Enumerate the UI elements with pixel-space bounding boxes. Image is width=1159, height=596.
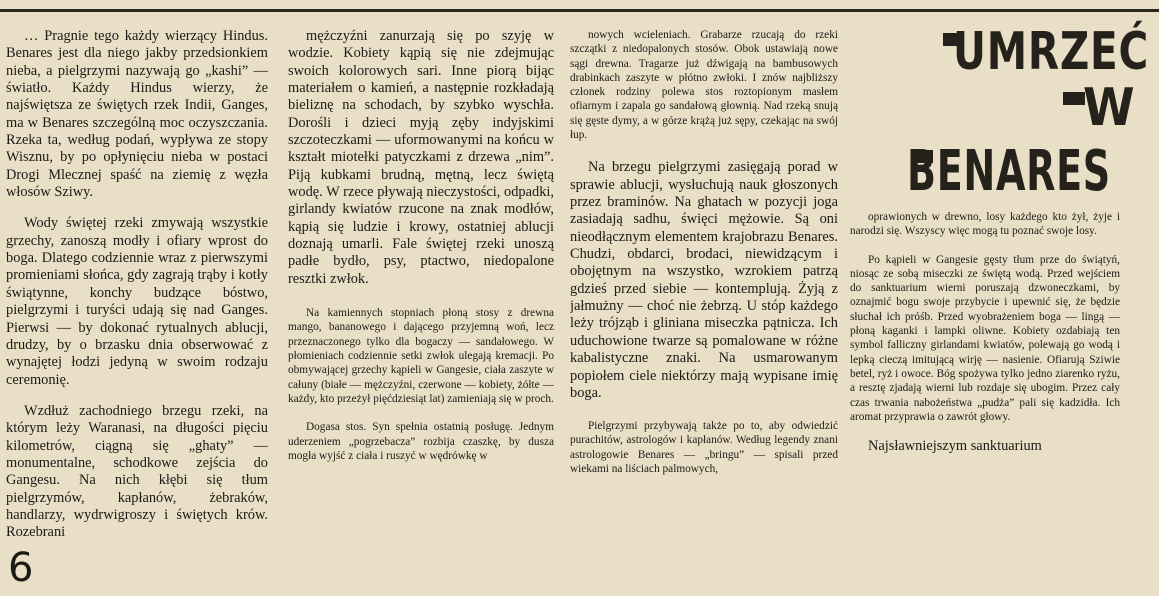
article-column-2 — [288, 28, 554, 553]
top-rule — [0, 9, 1159, 12]
paragraph: Na brzegu pielgrzymi zasięgają porad w sprawie ablucji, wysłuchują nauk głoszonych przez braminów. Na ghatach w pozycji joga zasiadają sadhu, święci mężowie. Są oni nieodłącznym elementem krajobrazu Benares. Chudzi, obdarci, brodaci, niewidzącym i obojętnym na wszystko, wzrokiem patrzą gdzieś przed siebie — kontemplują. Żyją z jałmużny — choć nie żebrzą. U stóp każdego leży trójząb i gliniana miseczka pątnicza. Ich uduchowione twarze są pomalowane w różne kabalistyczne znaki. Na usmarowanym popiołem ciele niektórzy mają wypisane imię boga. — [570, 159, 838, 401]
headline-line-2: W — [1083, 78, 1136, 138]
article-column-4 — [850, 210, 1120, 540]
paragraph: Pielgrzymi przybywają także po to, aby odwiedzić purachitów, astrologów i kapłanów. Według legendy znani astrologowie Benares — „bringu” — spisali przed wiekami na liściach palmowych, — [570, 420, 838, 476]
paragraph: mężczyźni zanurzają się po szyję w wodzie. Kobiety kąpią się nie zdejmując swoich kolorowych sari. Inne piorą bijąc materiałem o kamień, a następnie rozkładają bieliznę na schodach, by szybko wyschła. Dorośli i dzieci myją zęby indyjskimi szczoteczkami — uformowanymi na końcu w kształt miotełki patyczkami z drzewa „nim”. Piją kubkami brudną, mętną, lecz świętą wodę. W rzece pływają nieczystości, odpadki, girlandy kwiatów rzucone na znak modłów, kąpią się ludzie i krowy, ostatniej ablucji doznają umarli. Fale świętej rzeki unoszą padłe bydło, psy, ptactwo, niedopalone resztki zwłok. — [288, 28, 554, 287]
paragraph: … Pragnie tego każdy wierzący Hindus. Benares jest dla niego jakby przedsionkiem nieba, a pielgrzymi nazywają go „kashi” — światło. Każdy Hindus wierzy, że najświętsza ze świętych rzek Indii, Ganges, ma w Benares szczególną moc oczyszczania. Rzeka ta, według podań, wypływa ze stopy Wisznu, by po opłynięciu nieba w postaci Drogi Mlecznej spaść na ziemię z węzła włosów Sziwy. — [6, 28, 268, 201]
paragraph: Po kąpieli w Gangesie gęsty tłum prze do świątyń, niosąc ze sobą miseczki ze świętą wodą. Przed wejściem do sanktuarium wierni poruszają dzwoneczkami, by oznajmić bogu swoje przybycie i upewnić się, że będzie słuchał ich próśb. Przed wyobrażeniem boga — lingą — płoną kaganki i lampki oliwne. Kobiety ozdabiają ten symbol falliczny girlandami kwiatów, polewają go wodą i lepką cieczą imitującą wirję — nasienie. Ofiarują Sziwie betel, ryż i owoce. Bóg spożywa tylko jedno ziarenko ryżu, a resztę zjadają wierni lub rozdaje się ubogim. Przez cały czas trwania nabożeństwa „pudża” pali się kadzidła. Ich aromat przyprawia o zawrót głowy. — [850, 253, 1120, 423]
headline-line-3: BENARES — [907, 139, 1111, 204]
article-column-1 — [6, 28, 268, 553]
paragraph: Na kamiennych stopniach płoną stosy z drewna mango, bananowego i dającego przyjemną woń, lecz przeznaczonego tylko dla bogaczy — sandałowego. W płomieniach codziennie setki zwłok ulegają kremacji. Po obmywającej grzechy kąpieli w Gangesie, ciała zaszyte w całuny (białe — mężczyźni, czerwone — kobiety, żółte — każdy, kto przeżył pięćdziesiąt lat) zamieniają się w proch. — [288, 307, 554, 405]
article-headline — [905, 22, 1155, 210]
paragraph: Najsławniejszym sanktuarium — [868, 438, 1042, 455]
paragraph: nowych wcieleniach. Grabarze rzucają do rzeki szczątki z niedopalonych stosów. Obok ustawiają nowe sągi drewna. Tragarze już dźwigają na bambusowych drabinkach zaszyte w płótno zwłoki. I znów najbliższy członek rodziny polewa stos roztopionym masłem ofiarnym i zapala go sandałową głownią. Nad rzeką snują się gęste dymy, a w górze krążą już sępy, czekając na swój łup. — [570, 29, 838, 142]
paragraph: Dogasa stos. Syn spełnia ostatnią posługę. Jednym uderzeniem „pogrzebacza” rozbija czaszkę, by dusza mogła wyjść z ciała i ruszyć w wędrówkę w — [288, 421, 554, 462]
paragraph: oprawionych w drewno, losy każdego kto żył, żyje i narodzi się. Wszyscy więc mogą tu poznać swoje losy. — [850, 211, 1120, 238]
headline-bar-decoration — [1063, 92, 1085, 105]
article-column-3 — [570, 28, 838, 553]
paragraph: Wzdłuż zachodniego brzegu rzeki, na którym leży Waranasi, na długości pięciu kilometrów, ciągną się „ghaty” — monumentalne, schodkowe zejścia do Gangesu. Na nich kłębi się tłum pielgrzymów, kapłanów, żebraków, handlarzy, wydrwigroszy i świętych krów. Rozebrani — [6, 402, 268, 541]
paragraph: Wody świętej rzeki zmywają wszystkie grzechy, zanoszą modły i ofiary wprost do boga. Dlatego codziennie wraz z pierwszymi promieniami słońca, gdy zagrają trąby i kotły świątynne, konchy budzące bóstwo, pielgrzymi i turyści udają się nad Ganges. Pierwsi — by dokonać rytualnych ablucji, drudzy, by o brzasku dnia obserwować z wynajętej łodzi jedyną w swoim rodzaju ceremonię. — [6, 215, 268, 388]
page-number: 6 — [8, 545, 34, 591]
headline-line-1: UMRZEĆ — [953, 22, 1150, 82]
